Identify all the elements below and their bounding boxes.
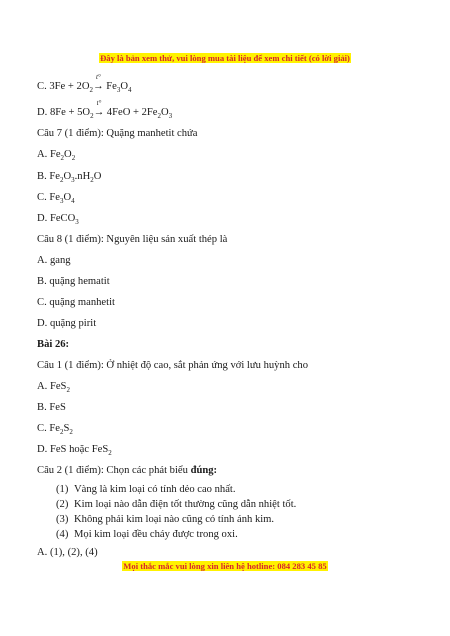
question-2-stem: Câu 2 (1 điểm): Chọn các phát biểu đúng: xyxy=(37,465,218,476)
q2-statement-2: (2) Kim loại nào dẫn điện tốt thường cũng dẫn nhiệt tốt. xyxy=(56,499,297,510)
q1-option-d: D. FeS hoặc FeS$_2$ xyxy=(37,444,112,458)
hotline-banner: Mọi thắc mắc vui lòng xin liên hệ hotline: 084 283 45 85 xyxy=(123,561,327,571)
q2-option-a: A. (1), (2), (4) xyxy=(37,547,98,558)
q2-statement-1: (1) Vàng là kim loại có tính dẻo cao nhất. xyxy=(56,484,236,495)
reaction-arrow-icon: → xyxy=(92,81,104,92)
q2-statement-4: (4) Mọi kim loại đều cháy được trong oxi. xyxy=(56,529,238,540)
question-8-stem: Câu 8 (1 điểm): Nguyên liệu sản xuất thép là xyxy=(37,234,228,245)
q8-option-c: C. quặng manhetit xyxy=(37,297,115,308)
q8-option-b: B. quặng hematit xyxy=(37,276,110,287)
temperature-condition: t° xyxy=(95,73,101,81)
question-7-stem: Câu 7 (1 điểm): Quặng manhetit chứa xyxy=(37,128,198,139)
reaction-option-d: D. $8Fe + 5O_2$ t° → $4FeO + 2Fe_2O_3$ xyxy=(37,99,173,121)
q7-option-c: C. $Fe_3O_4$ xyxy=(37,192,75,206)
preview-notice-banner: Đây là bản xem thử, vui lòng mua tài liệu để xem chi tiết (có lời giải) xyxy=(100,53,350,63)
temperature-condition: t° xyxy=(96,99,102,107)
q1-option-c: C. $Fe_2S_2$ xyxy=(37,423,73,437)
reaction-arrow-icon: → xyxy=(93,107,105,118)
reaction-option-c: C. $3Fe + 2O_2$ t° → $Fe_3O_4$ xyxy=(37,73,132,95)
q7-option-a: A. $Fe_2O_2$ xyxy=(37,149,76,163)
q7-option-b: B. $Fe_2O_3.nH_2O$ xyxy=(37,171,102,185)
q7-option-d: D. FeCO$_3$ xyxy=(37,213,79,227)
q1-option-a: A. FeS$_2$ xyxy=(37,381,70,395)
q1-option-b: B. FeS xyxy=(37,402,66,413)
question-1-stem: Câu 1 (1 điểm): Ở nhiệt độ cao, sắt phản ứng với lưu huỳnh cho xyxy=(37,360,308,371)
q8-option-a: A. gang xyxy=(37,255,71,266)
q2-statement-3: (3) Không phải kim loại nào cũng có tính ánh kim. xyxy=(56,514,275,525)
section-title: Bài 26: xyxy=(37,339,70,350)
q8-option-d: D. quặng pirit xyxy=(37,318,97,329)
